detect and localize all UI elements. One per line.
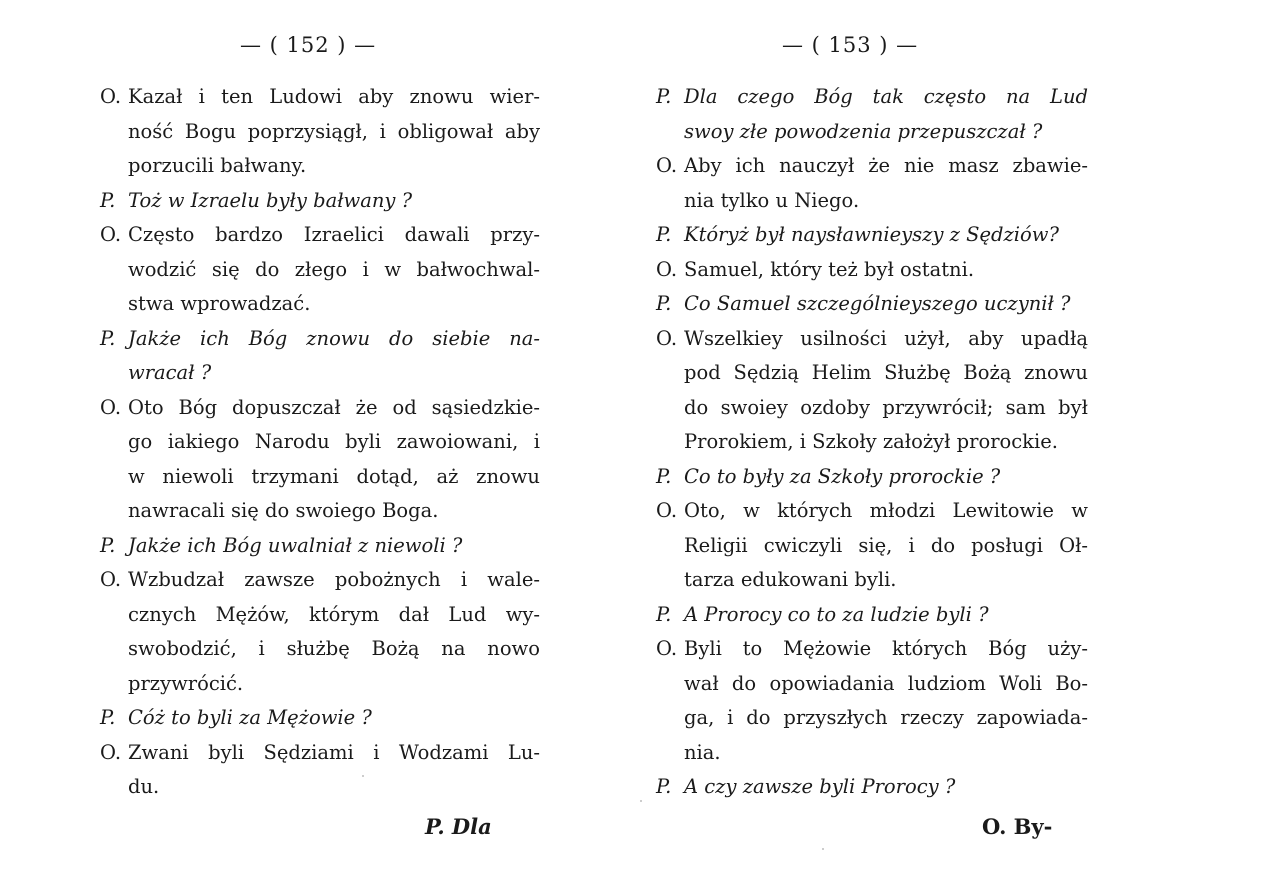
text-line [100,598,540,633]
text-line [100,736,540,771]
text-line [656,598,1088,633]
answer-label: O. [656,154,678,177]
line-text: nawracali się do swoiego Boga. [128,499,439,522]
line-text: Często bardzo Izraelici dawali przy- [128,223,540,246]
line-text: Dla czego Bóg tak często na Lud [684,85,1088,108]
line-text: porzucili bałwany. [128,154,307,177]
question-entry [656,598,1088,633]
text-line [656,529,1088,564]
page-number-header: — ( 153 ) — [782,33,919,57]
text-line [100,80,540,115]
line-text: przywrócić. [128,671,244,695]
question-label: P. [656,464,672,488]
line-text: go iakiego Narodu byli zawoiowani, i [128,430,540,453]
answer-entry [656,322,1088,460]
line-text: w niewoli trzymani dotąd, aż znowu [128,464,540,488]
line-text: Co to były za Szkoły prorockie ? [684,464,1001,488]
line-text: tarza edukowani byli. [684,568,897,591]
question-label: P. [656,775,672,798]
answer-entry [100,391,540,529]
line-text: wał do opowiadania ludziom Woli Bo- [684,671,1088,695]
line-text: Toż w Izraelu były bałwany ? [128,188,413,212]
line-text: Co Samuel szczególnieyszego uczynił ? [684,292,1071,315]
text-line [100,356,540,391]
question-label: P. [656,223,672,246]
text-line [656,115,1088,150]
text-line [100,632,540,667]
answer-label: O. [656,637,678,660]
text-line [100,701,540,736]
text-line [656,287,1088,322]
line-text: Prorokiem, i Szkoły założył prorockie. [684,430,1058,453]
line-text: Kazał i ten Ludowi aby znowu wier- [128,85,540,108]
answer-entry [100,80,540,184]
text-line [100,253,540,288]
right-page [632,0,1263,893]
question-label: P. [100,533,116,557]
text-line [656,425,1088,460]
line-text: Samuel, który też był ostatni. [684,257,975,281]
answer-label: O. [656,499,678,522]
question-entry [656,218,1088,253]
text-line [100,425,540,460]
line-text: Byli to Mężowie których Bóg uży- [684,637,1088,660]
text-line [100,149,540,184]
text-line [100,115,540,150]
line-text: Jakże ich Bóg uwalniał z niewoli ? [128,533,463,557]
text-line [656,563,1088,598]
line-text: pod Sędzią Helim Służbę Bożą znowu [684,361,1088,384]
text-line [656,770,1088,805]
line-text: du. [128,775,160,798]
text-line [100,529,540,564]
question-entry [100,184,540,219]
line-text: stwa wprowadzać. [128,292,311,315]
question-label: P. [100,326,116,350]
scan-speck [640,800,642,802]
answer-entry [656,494,1088,598]
text-line [100,494,540,529]
answer-label: O. [100,223,122,246]
text-line [656,667,1088,702]
line-text: do swoiey ozdoby przywrócił; sam był [684,395,1088,419]
text-line [656,632,1088,667]
catechism-text [656,80,1088,805]
text-line [100,770,540,805]
text-line [100,460,540,495]
text-line [100,563,540,598]
line-text: Zwani byli Sędziami i Wodzami Lu- [128,740,540,764]
text-line [656,253,1088,288]
line-text: A Prorocy co to za ludzie byli ? [684,602,989,626]
line-text: cznych Mężów, którym dał Lud wy- [128,602,540,626]
line-text: nia tylko u Niego. [684,188,860,212]
question-entry [100,529,540,564]
answer-entry [100,218,540,322]
text-line [656,460,1088,495]
text-line [656,218,1088,253]
answer-label: O. [100,568,122,591]
catechism-text [100,80,540,805]
question-label: P. [656,85,672,108]
line-text: Oto, w których młodzi Lewitowie w [684,499,1088,522]
line-text: wodzić się do złego i w bałwochwal- [128,257,540,281]
text-line [100,287,540,322]
question-label: P. [656,292,672,315]
question-entry [656,80,1088,149]
text-line [100,322,540,357]
answer-entry [656,632,1088,770]
answer-entry [656,149,1088,218]
line-text: swobodzić, i służbę Bożą na nowo [128,637,540,660]
line-text: Aby ich nauczył że nie masz zbawie- [684,154,1088,177]
line-text: ność Bogu poprzysiągł, i obligował aby [128,119,540,143]
question-entry [656,460,1088,495]
question-entry [656,770,1088,805]
text-line [656,391,1088,426]
line-text: wracał ? [128,361,212,384]
line-text: Jakże ich Bóg znowu do siebie na- [128,326,540,350]
text-line [656,736,1088,771]
question-entry [100,701,540,736]
text-line [100,391,540,426]
line-text: Któryż był naysławnieyszy z Sędziów? [684,223,1059,246]
text-line [656,701,1088,736]
catchword: O. By- [982,814,1053,839]
question-entry [656,287,1088,322]
text-line [656,184,1088,219]
line-text: Cóż to byli za Mężowie ? [128,706,372,729]
answer-label: O. [100,85,122,108]
catchword: P. Dla [425,814,492,839]
line-text: swoy złe powodzenia przepuszczał ? [684,119,1043,143]
text-line [100,218,540,253]
question-entry [100,322,540,391]
scan-speck [822,848,824,850]
answer-label: O. [656,257,678,281]
line-text: nia. [684,740,721,764]
text-line [656,80,1088,115]
text-line [656,494,1088,529]
answer-label: O. [656,326,678,350]
question-label: P. [656,602,672,626]
line-text: Wzbudzał zawsze pobożnych i wale- [128,568,540,591]
text-line [656,356,1088,391]
answer-entry [656,253,1088,288]
line-text: Wszelkiey usilności użył, aby upadłą [684,326,1088,350]
page-number-header: — ( 152 ) — [240,33,377,57]
text-line [100,184,540,219]
answer-label: O. [100,740,122,764]
line-text: Oto Bóg dopuszczał że od sąsiedzkie- [128,395,540,419]
line-text: A czy zawsze byli Prorocy ? [684,775,956,798]
line-text: Religii cwiczyli się, i do posługi Oł- [684,533,1088,557]
question-label: P. [100,706,116,729]
answer-entry [100,563,540,701]
text-line [656,322,1088,357]
text-line [656,149,1088,184]
text-line [100,667,540,702]
answer-label: O. [100,395,122,419]
scan-speck [362,775,364,777]
line-text: ga, i do przyszłych rzeczy zapowiada- [684,706,1088,729]
left-page [0,0,620,893]
answer-entry [100,736,540,805]
question-label: P. [100,188,116,212]
